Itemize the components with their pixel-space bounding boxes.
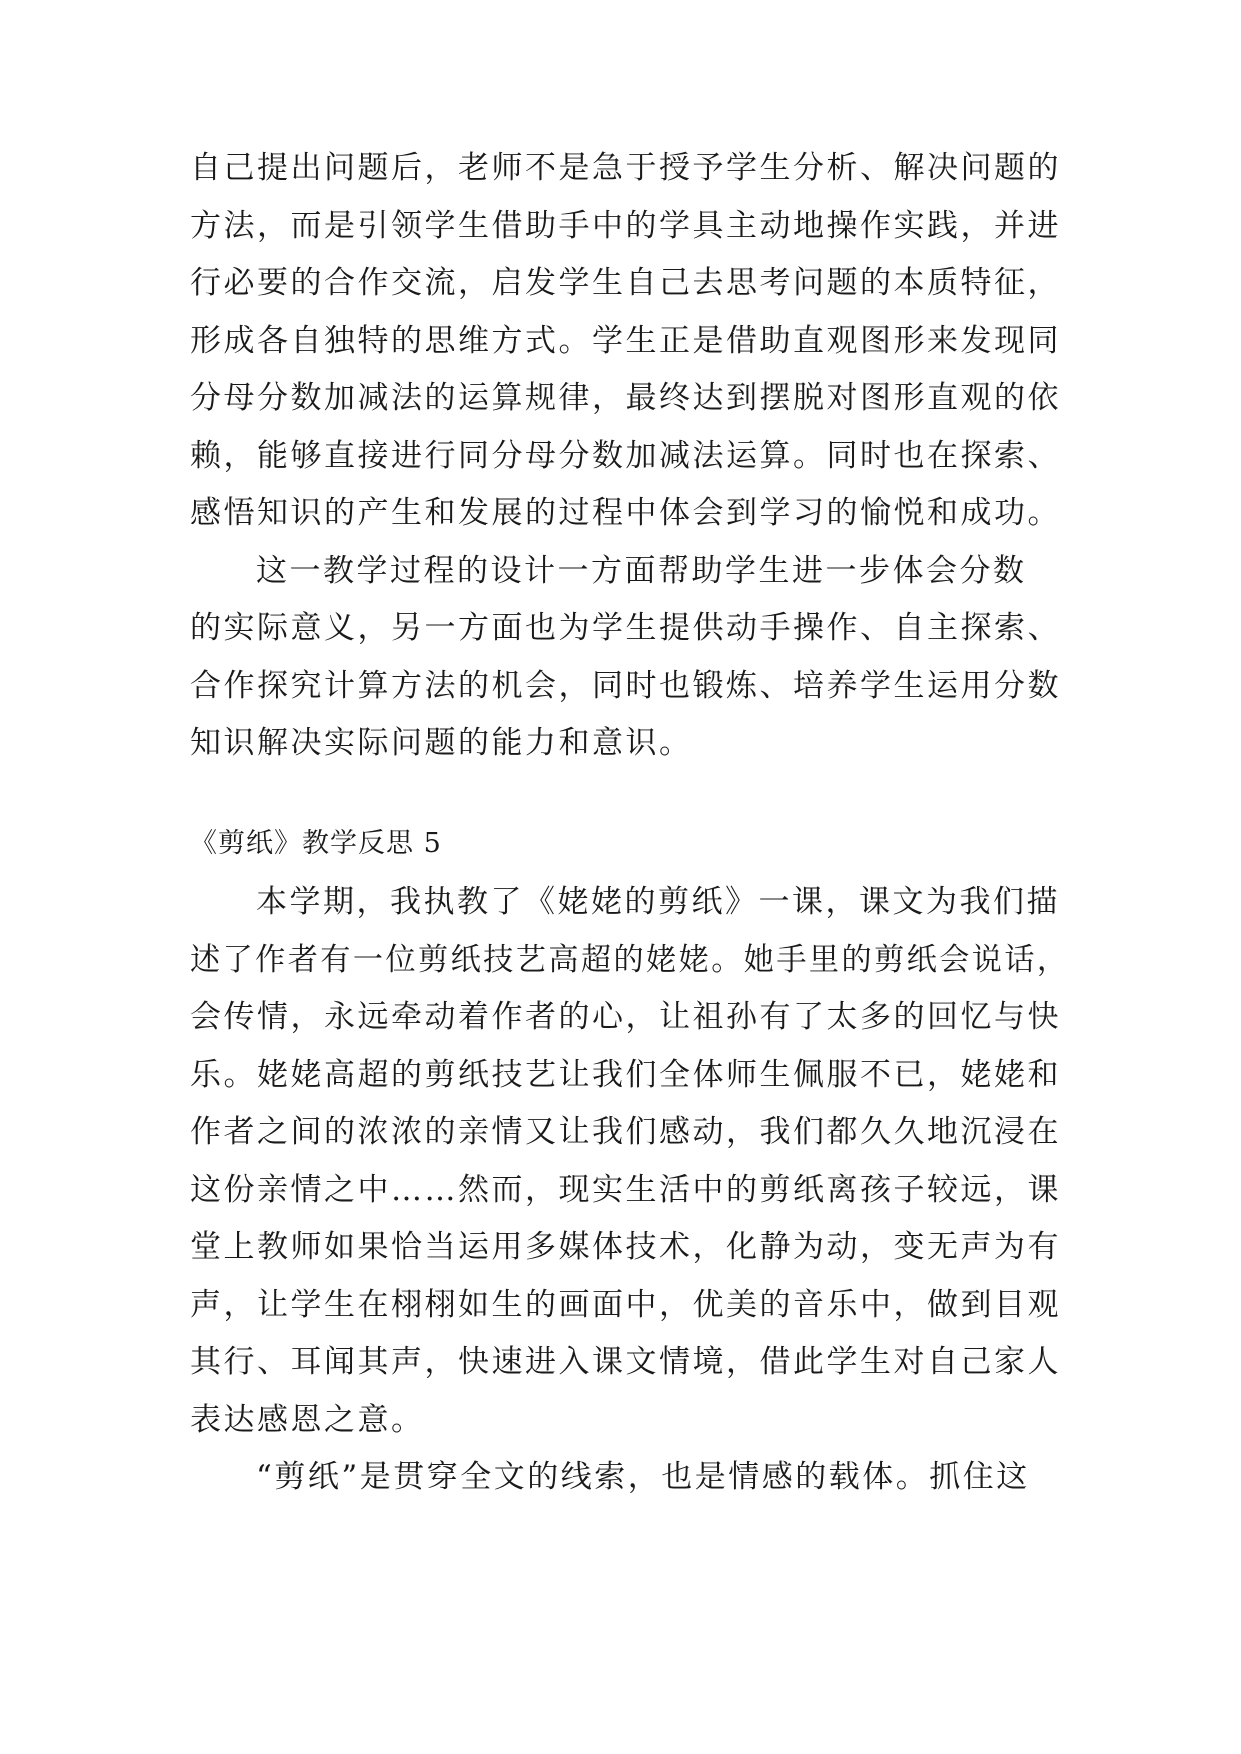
paragraph-line: 这份亲情之中……然而，现实生活中的剪纸离孩子较远，课 — [190, 1172, 1061, 1208]
paragraph-line: 作者之间的浓浓的亲情又让我们感动，我们都久久地沉浸在 — [190, 1114, 1061, 1150]
paragraph-line: 分母分数加减法的运算规律，最终达到摆脱对图形直观的依 — [190, 380, 1061, 416]
paragraph-line: 乐。姥姥高超的剪纸技艺让我们全体师生佩服不已，姥姥和 — [190, 1057, 1061, 1093]
paragraph-line: 本学期，我执教了《姥姥的剪纸》一课，课文为我们描 — [256, 884, 1060, 920]
paragraph-line: 表达感恩之意。 — [190, 1402, 425, 1438]
paragraph-line: 形成各自独特的思维方式。学生正是借助直观图形来发现同 — [190, 323, 1061, 359]
paragraph-line: 这一教学过程的设计一方面帮助学生进一步体会分数 — [256, 553, 1027, 589]
paragraph-line: 的实际意义，另一方面也为学生提供动手操作、自主探索、 — [190, 610, 1061, 646]
paragraph-line: 堂上教师如果恰当运用多媒体技术，化静为动，变无声为有 — [190, 1229, 1061, 1265]
paragraph-line: 声，让学生在栩栩如生的画面中，优美的音乐中，做到目观 — [190, 1287, 1061, 1323]
section-title: 《剪纸》教学反思 5 — [190, 828, 442, 859]
paragraph-line: 行必要的合作交流，启发学生自己去思考问题的本质特征， — [190, 265, 1061, 301]
paragraph-line: “剪纸”是贯穿全文的线索，也是情感的载体。抓住这 — [256, 1459, 1030, 1495]
paragraph-line: 会传情，永远牵动着作者的心，让祖孙有了太多的回忆与快 — [190, 999, 1061, 1035]
paragraph-line: 自己提出问题后，老师不是急于授予学生分析、解决问题的 — [190, 150, 1061, 186]
paragraph-line: 合作探究计算方法的机会，同时也锻炼、培养学生运用分数 — [190, 668, 1061, 704]
paragraph-line: 感悟知识的产生和发展的过程中体会到学习的愉悦和成功。 — [190, 495, 1061, 531]
paragraph-line: 知识解决实际问题的能力和意识。 — [190, 725, 693, 761]
paragraph-line: 述了作者有一位剪纸技艺高超的姥姥。她手里的剪纸会说话， — [190, 942, 1070, 978]
paragraph-line: 方法，而是引领学生借助手中的学具主动地操作实践，并进 — [190, 208, 1061, 244]
paragraph-line: 其行、耳闻其声，快速进入课文情境，借此学生对自己家人 — [190, 1344, 1061, 1380]
paragraph-line: 赖，能够直接进行同分母分数加减法运算。同时也在探索、 — [190, 438, 1061, 474]
